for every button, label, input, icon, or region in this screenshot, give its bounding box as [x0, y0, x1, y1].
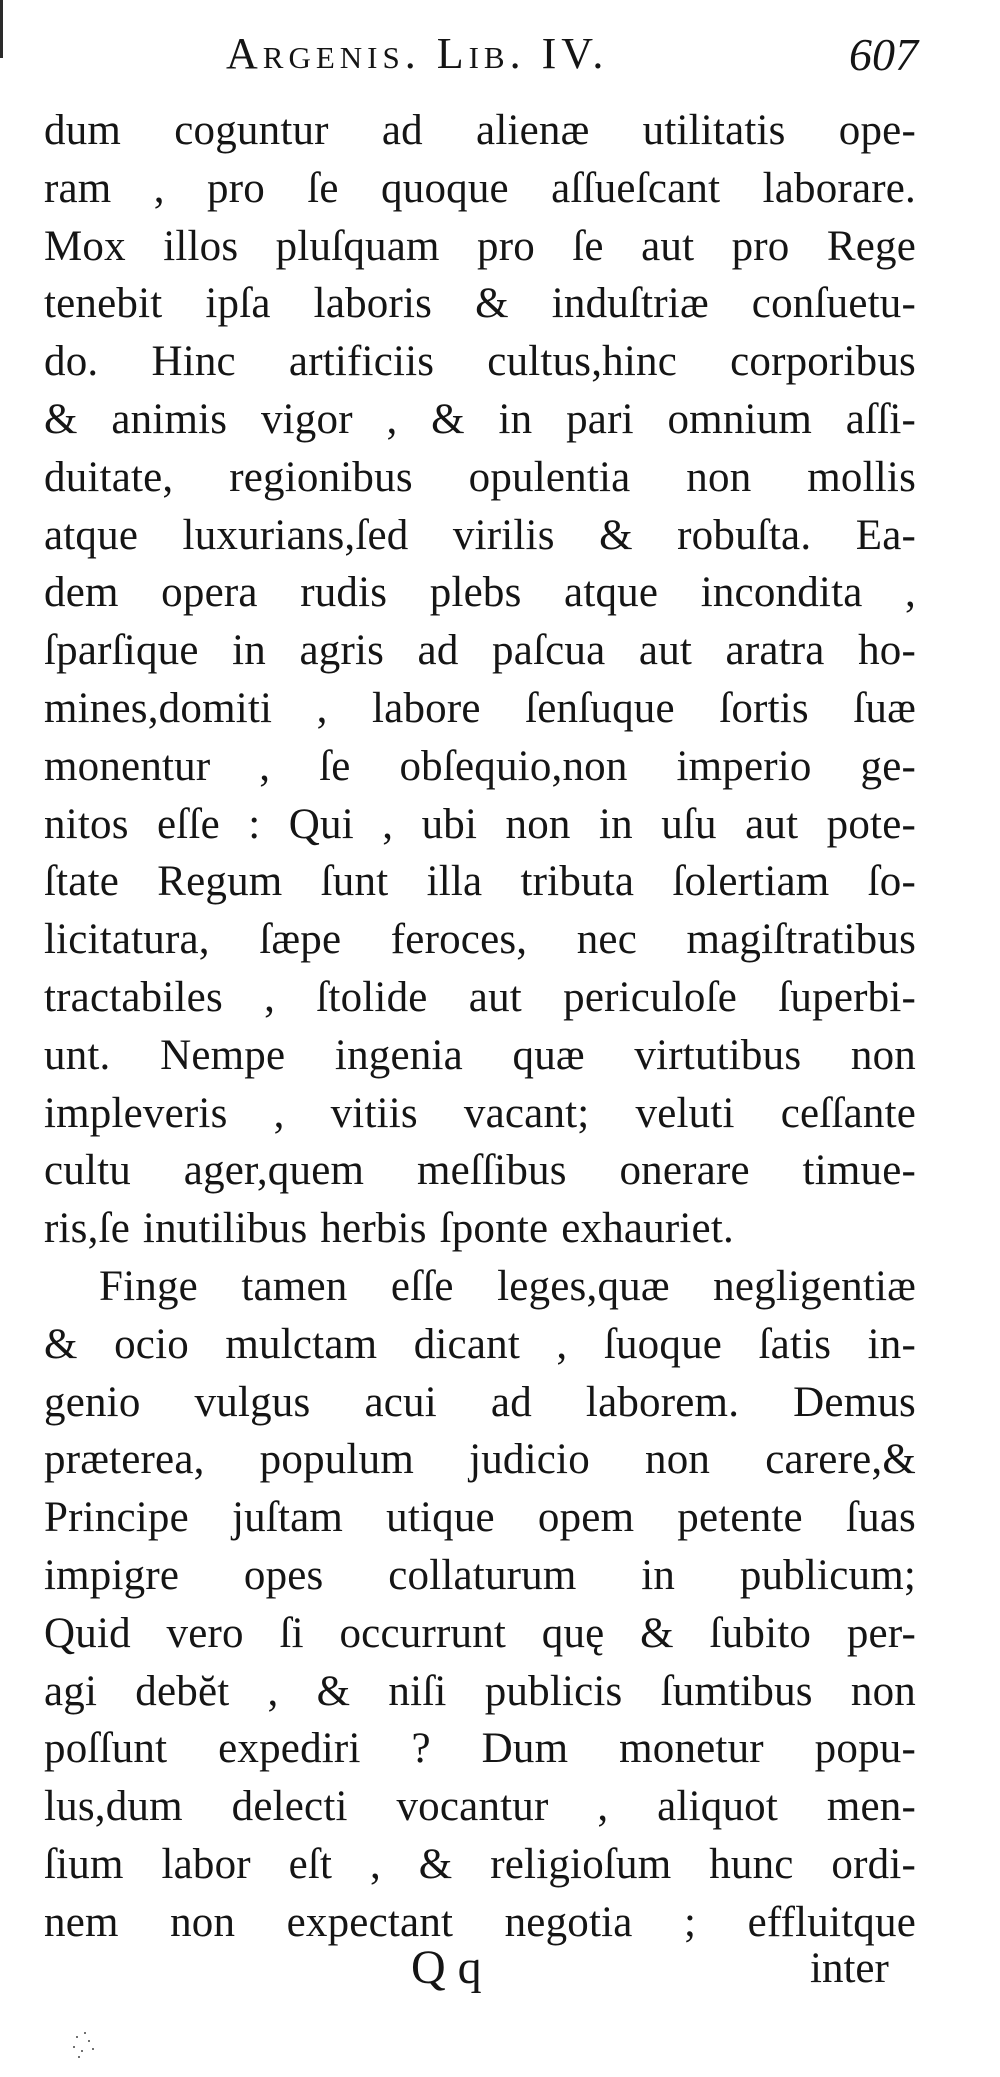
text-line: ſparſique in agris ad paſcua aut aratra ho-	[44, 627, 916, 675]
text-line: ſtate Regum ſunt illa tributa ſolertiam ſo-	[44, 858, 916, 906]
text-line: dem opera rudis plebs atque incondita ,	[44, 569, 916, 617]
paragraph-1	[44, 102, 916, 1258]
text-line: poſſunt expediri ? Dum monetur popu-	[44, 1725, 916, 1773]
paper-speck-marks	[70, 2030, 100, 2060]
text-line: cultu ager,quem meſſibus onerare timue-	[44, 1147, 916, 1195]
running-title: Argenis. Lib. IV.	[226, 29, 609, 78]
text-line: præterea, populum judicio non carere,&	[44, 1436, 916, 1484]
text-line: do. Hinc artificiis cultus,hinc corporibus	[44, 338, 916, 386]
text-line: ram , pro ſe quoque aſſueſcant laborare.	[44, 164, 916, 212]
text-line: Finge tamen eſſe leges,quæ negligentiæ	[99, 1262, 916, 1310]
signature-mark: Q q	[411, 1941, 482, 1994]
text-line: unt. Nempe ingenia quæ virtutibus non	[44, 1031, 916, 1079]
text-line: lus,dum delecti vocantur , aliquot men-	[44, 1783, 916, 1831]
text-line: Quid vero ſi occurrunt quę & ſubito per-	[44, 1609, 916, 1657]
text-line: Principe juſtam utique opem petente ſuas	[44, 1494, 916, 1542]
page-footer	[0, 1940, 1000, 2000]
text-line: licitatura, ſæpe feroces, nec magiſtratibus	[44, 916, 916, 964]
text-line: & animis vigor , & in pari omnium aſſi-	[44, 395, 916, 443]
text-line: genio vulgus acui ad laborem. Demus	[44, 1378, 916, 1426]
running-head	[0, 28, 1000, 98]
text-line: & ocio mulctam dicant , ſuoque ſatis in-	[44, 1320, 916, 1368]
text-line: tenebit ipſa laboris & induſtriæ conſuetu-	[44, 280, 916, 328]
text-line: dum coguntur ad alienæ utilitatis ope-	[44, 107, 916, 154]
text-line: nem non expectant negotia ; effluitque	[44, 1898, 916, 1946]
text-line: duitate, regionibus opulentia non mollis	[44, 453, 916, 501]
text-line: nitos eſſe : Qui , ubi non in uſu aut pote-	[44, 800, 916, 848]
body-text	[44, 102, 916, 1952]
text-line: impleveris , vitiis vacant; veluti ceſſante	[44, 1089, 916, 1137]
text-line: monentur , ſe obſequio,non imperio ge-	[44, 742, 916, 790]
text-line: ſium labor eſt , & religioſum hunc ordi-	[44, 1840, 916, 1888]
text-line: tractabiles , ſtolide aut periculoſe ſuperbi-	[44, 973, 916, 1021]
text-line: Mox illos pluſquam pro ſe aut pro Rege	[44, 222, 916, 270]
text-line: ris,ſe inutilibus herbis ſponte exhauriet.	[44, 1205, 734, 1253]
page-number: 607	[849, 29, 918, 80]
text-line: agi debĕt , & niſi publicis ſumtibus non	[44, 1667, 916, 1715]
text-line: atque luxurians,ſed virilis & robuſta. Ea-	[44, 511, 916, 559]
text-line: mines,domiti , labore ſenſuque ſortis ſuæ	[44, 684, 916, 732]
paragraph-2	[44, 1258, 916, 1952]
catchword: inter	[810, 1945, 889, 1992]
text-line: impigre opes collaturum in publicum;	[44, 1551, 916, 1599]
